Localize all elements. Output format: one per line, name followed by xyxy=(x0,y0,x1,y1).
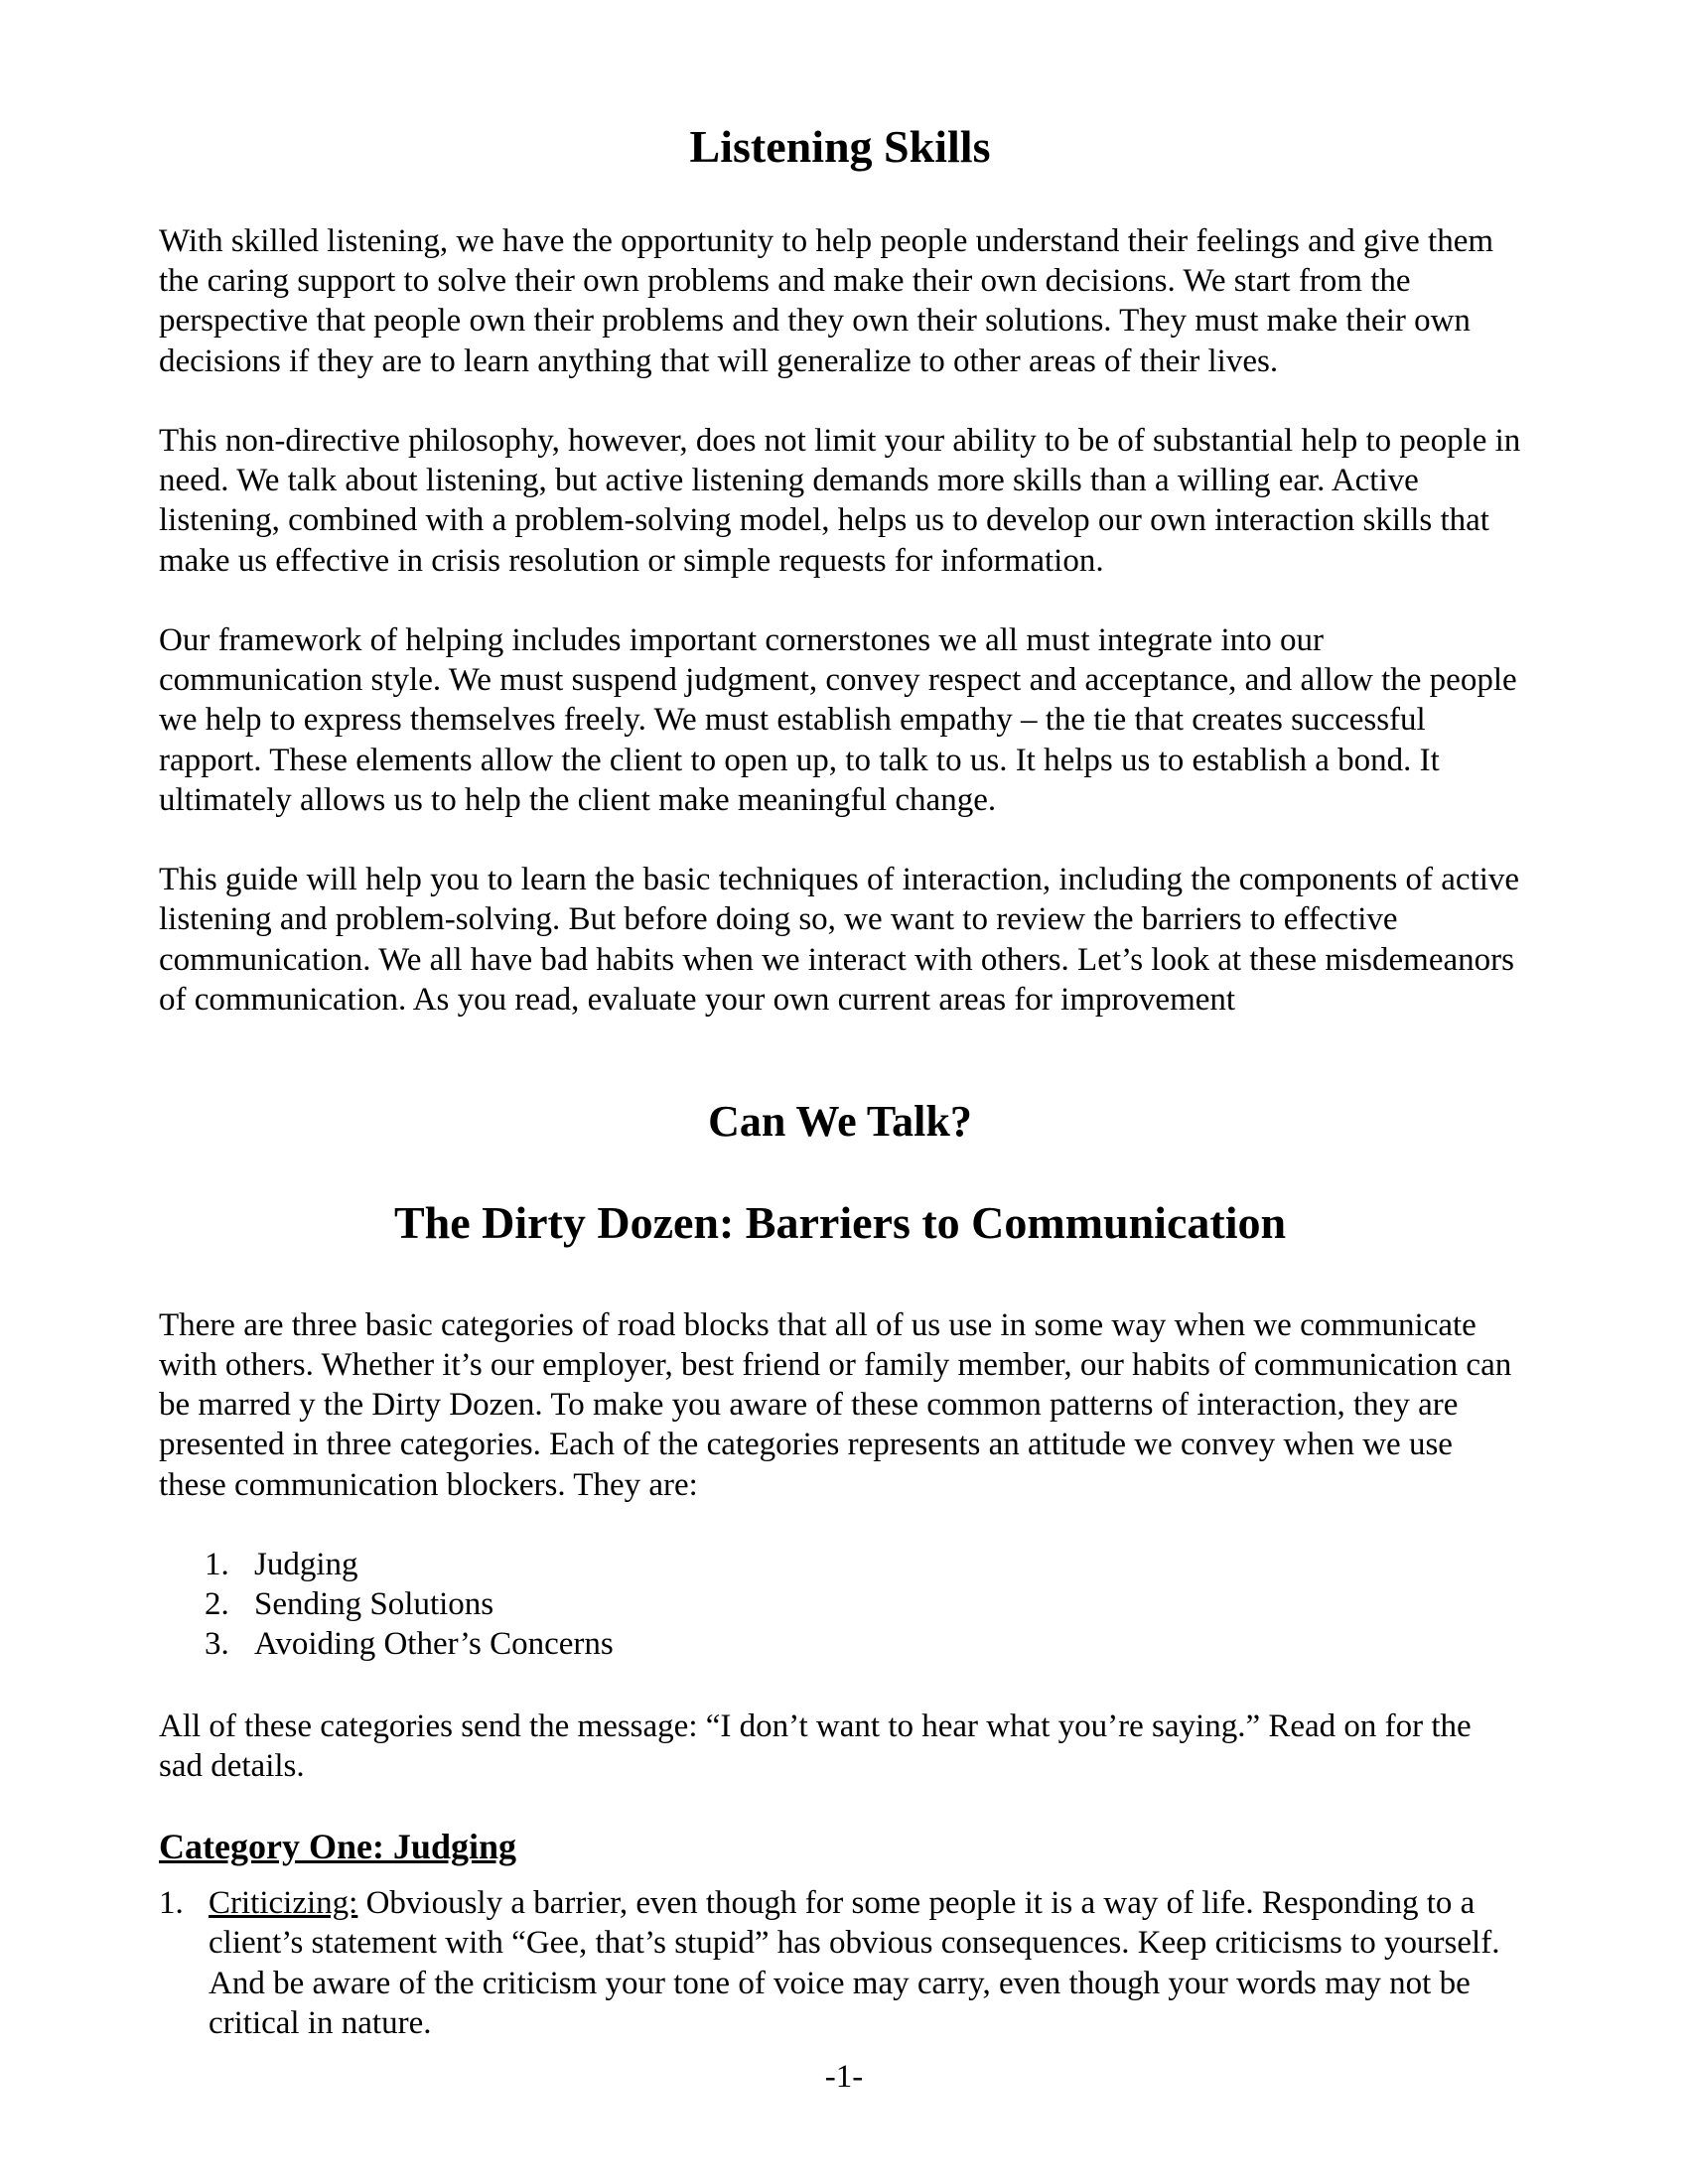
list-item-label: Sending Solutions xyxy=(254,1586,494,1623)
barrier-item-criticizing xyxy=(159,1883,1521,2043)
list-item xyxy=(205,1545,1521,1584)
intro-paragraph-1: With skilled listening, we have the opportunity to help people understand their feelings and give them the caring support to solve their own problems and make their own decisions. We start from the perspective that people own their problems and they own their solutions. They must make their own decisions if they are to learn anything that will generalize to other areas of their lives. xyxy=(159,222,1494,379)
list-item-number: 3. xyxy=(205,1626,229,1663)
categories-intro-paragraph: There are three basic categories of road blocks that all of us use in some way when we communicate with others. Whether it’s our employer, best friend or family member, our habits of communication can be marred y the Dirty Dozen. To make you aware of these common patterns of interaction, they are presented in three categories. Each of the categories represents an attitude we convey when we use these communication blockers. They are: xyxy=(159,1306,1512,1503)
list-item-number: 1. xyxy=(205,1546,229,1582)
section-heading-category-one: Category One: Judging xyxy=(159,1827,516,1867)
document-title: Listening Skills xyxy=(689,121,991,172)
intro-paragraph-3: Our framework of helping includes important cornerstones we all must integrate into our communication style. We must suspend judgment, convey respect and acceptance, and allow the people we help to express themselves freely. We must establish empathy – the tie that creates successful rapport. These elements allow the client to open up, to talk to us. It helps us to establish a bond. It ultimately allows us to help the client make meaningful change. xyxy=(159,621,1517,818)
list-item-number: 2. xyxy=(205,1586,229,1623)
barrier-item-body xyxy=(209,1883,1521,2043)
barrier-item-text: Obviously a barrier, even though for some people it is a way of life. Responding to a client’s statement with “Gee, that’s stupid” has obvious consequences. Keep criticisms to yourself. And be aware of the criticism your tone of voice may carry, even though your words may not be critical in nature. xyxy=(209,1885,1500,2041)
list-item-label: Judging xyxy=(254,1546,358,1582)
heading-dirty-dozen: The Dirty Dozen: Barriers to Communication xyxy=(393,1196,1287,1248)
list-item xyxy=(205,1584,1521,1624)
heading-can-we-talk: Can We Talk? xyxy=(708,1097,972,1147)
barrier-item-number: 1. xyxy=(159,1885,184,1922)
page-number: -1- xyxy=(824,2058,864,2095)
category-list xyxy=(159,1545,1521,1665)
categories-outro-paragraph: All of these categories send the message: “I don’t want to hear what you’re saying.” Read on for the sad details. xyxy=(159,1707,1472,1784)
barrier-item-term: Criticizing: xyxy=(209,1885,358,1922)
intro-paragraph-4: This guide will help you to learn the basic techniques of interaction, including the components of active listening and problem-solving. But before doing so, we want to review the barriers to effective communication. We all have bad habits when we interact with others. Let’s look at these misdemeanors of communication. As you read, evaluate your own current areas for improvement xyxy=(159,862,1520,1018)
list-item xyxy=(205,1624,1521,1664)
list-item-label: Avoiding Other’s Concerns xyxy=(254,1626,614,1663)
intro-paragraph-2: This non-directive philosophy, however, does not limit your ability to be of substantial help to people in need. We talk about listening, but active listening demands more skills than a willing ear. Active listening, combined with a problem-solving model, helps us to develop our own interaction skills that make us effective in crisis resolution or simple requests for information. xyxy=(159,422,1521,579)
